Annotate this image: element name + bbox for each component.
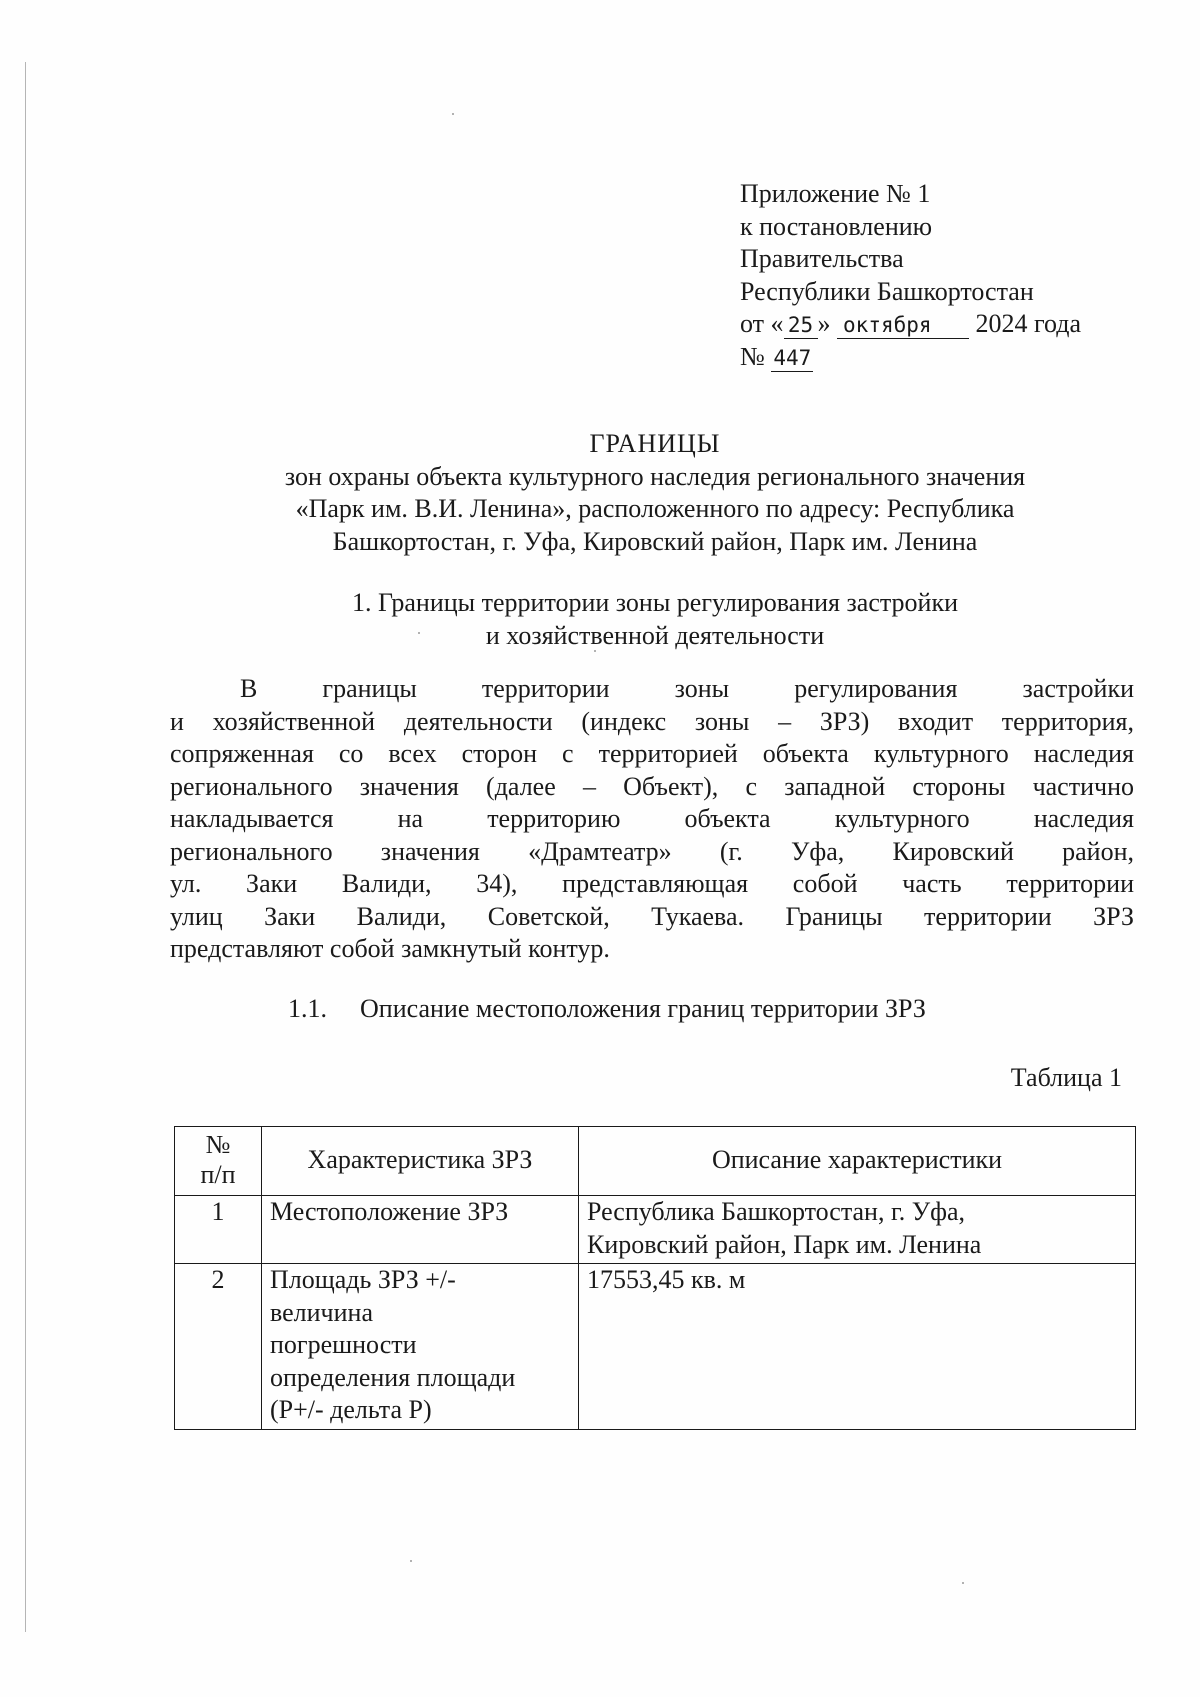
- paragraph-line: ул. Заки Валиди, 34), представляющая собой часть территории: [170, 869, 1134, 898]
- appendix-line: к постановлению: [740, 211, 933, 241]
- cell-line: определения площади: [270, 1362, 516, 1392]
- row-number: 2: [175, 1264, 262, 1430]
- number-value: 447: [771, 345, 813, 372]
- paragraph-line: и хозяйственной деятельности (индекс зоны – ЗРЗ) входит территория,: [170, 706, 1134, 736]
- header-number-line: п/п: [200, 1160, 236, 1189]
- paragraph-line: регионального значения (далее – Объект), с западной стороны частично: [170, 771, 1134, 801]
- table-row: [175, 1264, 1136, 1430]
- body-paragraph: [170, 673, 1134, 966]
- date-mid: »: [817, 309, 831, 338]
- paragraph-line: В границы территории зоны регулирования застройки: [240, 674, 1134, 703]
- cell-line: Республика Башкортостан, г. Уфа,: [587, 1197, 965, 1226]
- subsection-number: 1.1.: [288, 994, 327, 1023]
- cell-line: величина: [270, 1297, 373, 1327]
- date-year: 2024 года: [975, 309, 1082, 338]
- title-line: Башкортостан, г. Уфа, Кировский район, Парк им. Ленина: [332, 526, 978, 556]
- subsection-heading: [288, 993, 926, 1026]
- cell-line: (P+/- дельта P): [270, 1395, 432, 1424]
- row-description: [579, 1196, 1136, 1264]
- date-day: 25: [784, 312, 818, 339]
- cell-line: погрешности: [270, 1330, 417, 1359]
- table-header-row: [175, 1127, 1136, 1196]
- title-line: «Парк им. В.И. Ленина», расположенного по адресу: Республика: [295, 494, 1015, 523]
- paragraph-line: улиц Заки Валиди, Советской, Тукаева. Границы территории ЗРЗ: [170, 901, 1134, 931]
- paragraph-line: накладывается на территорию объекта культурного наследия: [170, 804, 1134, 833]
- section-heading: [170, 587, 1140, 652]
- scan-speck: [410, 1560, 412, 1562]
- section-heading-line: 1. Границы территории зоны регулирования застройки: [351, 588, 958, 617]
- table-caption: Таблица 1: [1010, 1063, 1122, 1092]
- header-description: Описание характеристики: [579, 1127, 1136, 1196]
- row-characteristic: [262, 1264, 579, 1430]
- title-line: зон охраны объекта культурного наследия регионального значения: [284, 461, 1026, 491]
- appendix-block: [740, 178, 1081, 373]
- header-characteristic: Характеристика ЗРЗ: [262, 1127, 579, 1196]
- title-main: ГРАНИЦЫ: [589, 429, 721, 458]
- scan-speck: [452, 113, 454, 115]
- section-heading-line: и хозяйственной деятельности: [485, 620, 825, 650]
- cell-line: Местоположение ЗРЗ: [270, 1197, 509, 1226]
- appendix-number: [740, 341, 1081, 374]
- header-number-line: №: [205, 1130, 231, 1159]
- appendix-line: Правительства: [740, 244, 904, 273]
- appendix-line: Республики Башкортостан: [740, 276, 1034, 306]
- appendix-date: [740, 308, 1081, 341]
- row-number: 1: [175, 1196, 262, 1264]
- scan-speck: [962, 1582, 964, 1584]
- row-characteristic: [262, 1196, 579, 1264]
- number-prefix: №: [740, 341, 765, 371]
- document-title: [170, 428, 1140, 558]
- row-description: [579, 1264, 1136, 1430]
- appendix-line: Приложение № 1: [740, 179, 931, 208]
- date-month: октября: [837, 312, 969, 339]
- paragraph-line: представляют собой замкнутый контур.: [170, 934, 610, 963]
- table-row: [175, 1196, 1136, 1264]
- cell-line: 17553,45 кв. м: [587, 1265, 746, 1294]
- cell-line: Площадь ЗРЗ +/-: [270, 1265, 456, 1294]
- cell-line: Кировский район, Парк им. Ленина: [587, 1229, 982, 1259]
- zrz-table: [174, 1126, 1136, 1430]
- date-prefix: от «: [740, 309, 784, 338]
- header-number: [175, 1127, 262, 1196]
- paragraph-line: регионального значения «Драмтеатр» (г. Уфа, Кировский район,: [170, 836, 1134, 866]
- scan-edge-line: [25, 62, 26, 1632]
- subsection-text: Описание местоположения границ территории ЗРЗ: [360, 994, 926, 1023]
- paragraph-line: сопряженная со всех сторон с территорией объекта культурного наследия: [170, 739, 1134, 768]
